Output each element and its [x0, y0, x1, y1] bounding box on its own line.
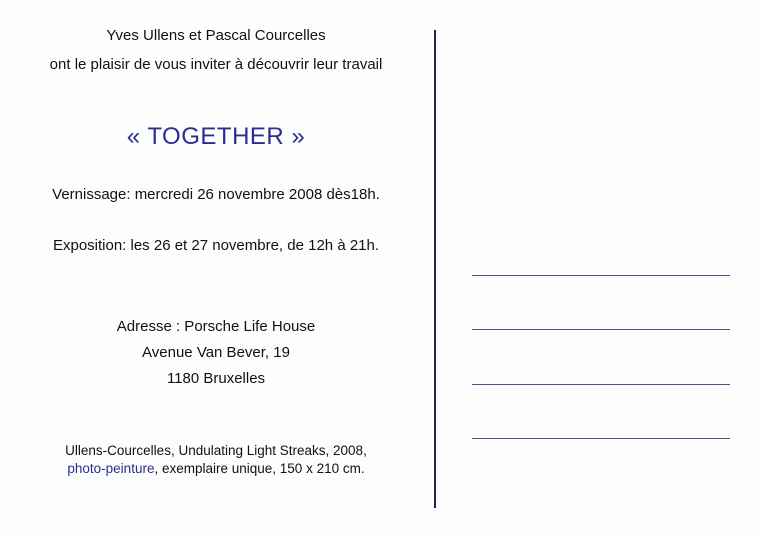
vertical-divider [434, 30, 436, 508]
address-street: Avenue Van Bever, 19 [142, 344, 290, 361]
recipient-address-line [472, 329, 730, 330]
vernissage-info: Vernissage: mercredi 26 novembre 2008 dès18h. [52, 186, 380, 203]
recipient-address-line [472, 275, 730, 276]
artwork-caption-line2 [0, 461, 432, 476]
artwork-details: , exemplaire unique, 150 x 210 cm. [154, 461, 365, 476]
artwork-caption-line1: Ullens-Courcelles, Undulating Light Streaks, 2008, [65, 443, 367, 458]
address-venue: Adresse : Porsche Life House [116, 318, 316, 335]
artwork-medium: photo-peinture [67, 461, 155, 476]
invitation-message: ont le plaisir de vous inviter à découvrir leur travail [49, 56, 383, 73]
address-city: 1180 Bruxelles [166, 370, 266, 387]
exposition-info: Exposition: les 26 et 27 novembre, de 12h à 21h. [52, 237, 380, 254]
hosts-line: Yves Ullens et Pascal Courcelles [106, 27, 326, 44]
exhibition-title: « TOGETHER » [126, 123, 306, 150]
recipient-address-line [472, 438, 730, 439]
recipient-address-line [472, 384, 730, 385]
